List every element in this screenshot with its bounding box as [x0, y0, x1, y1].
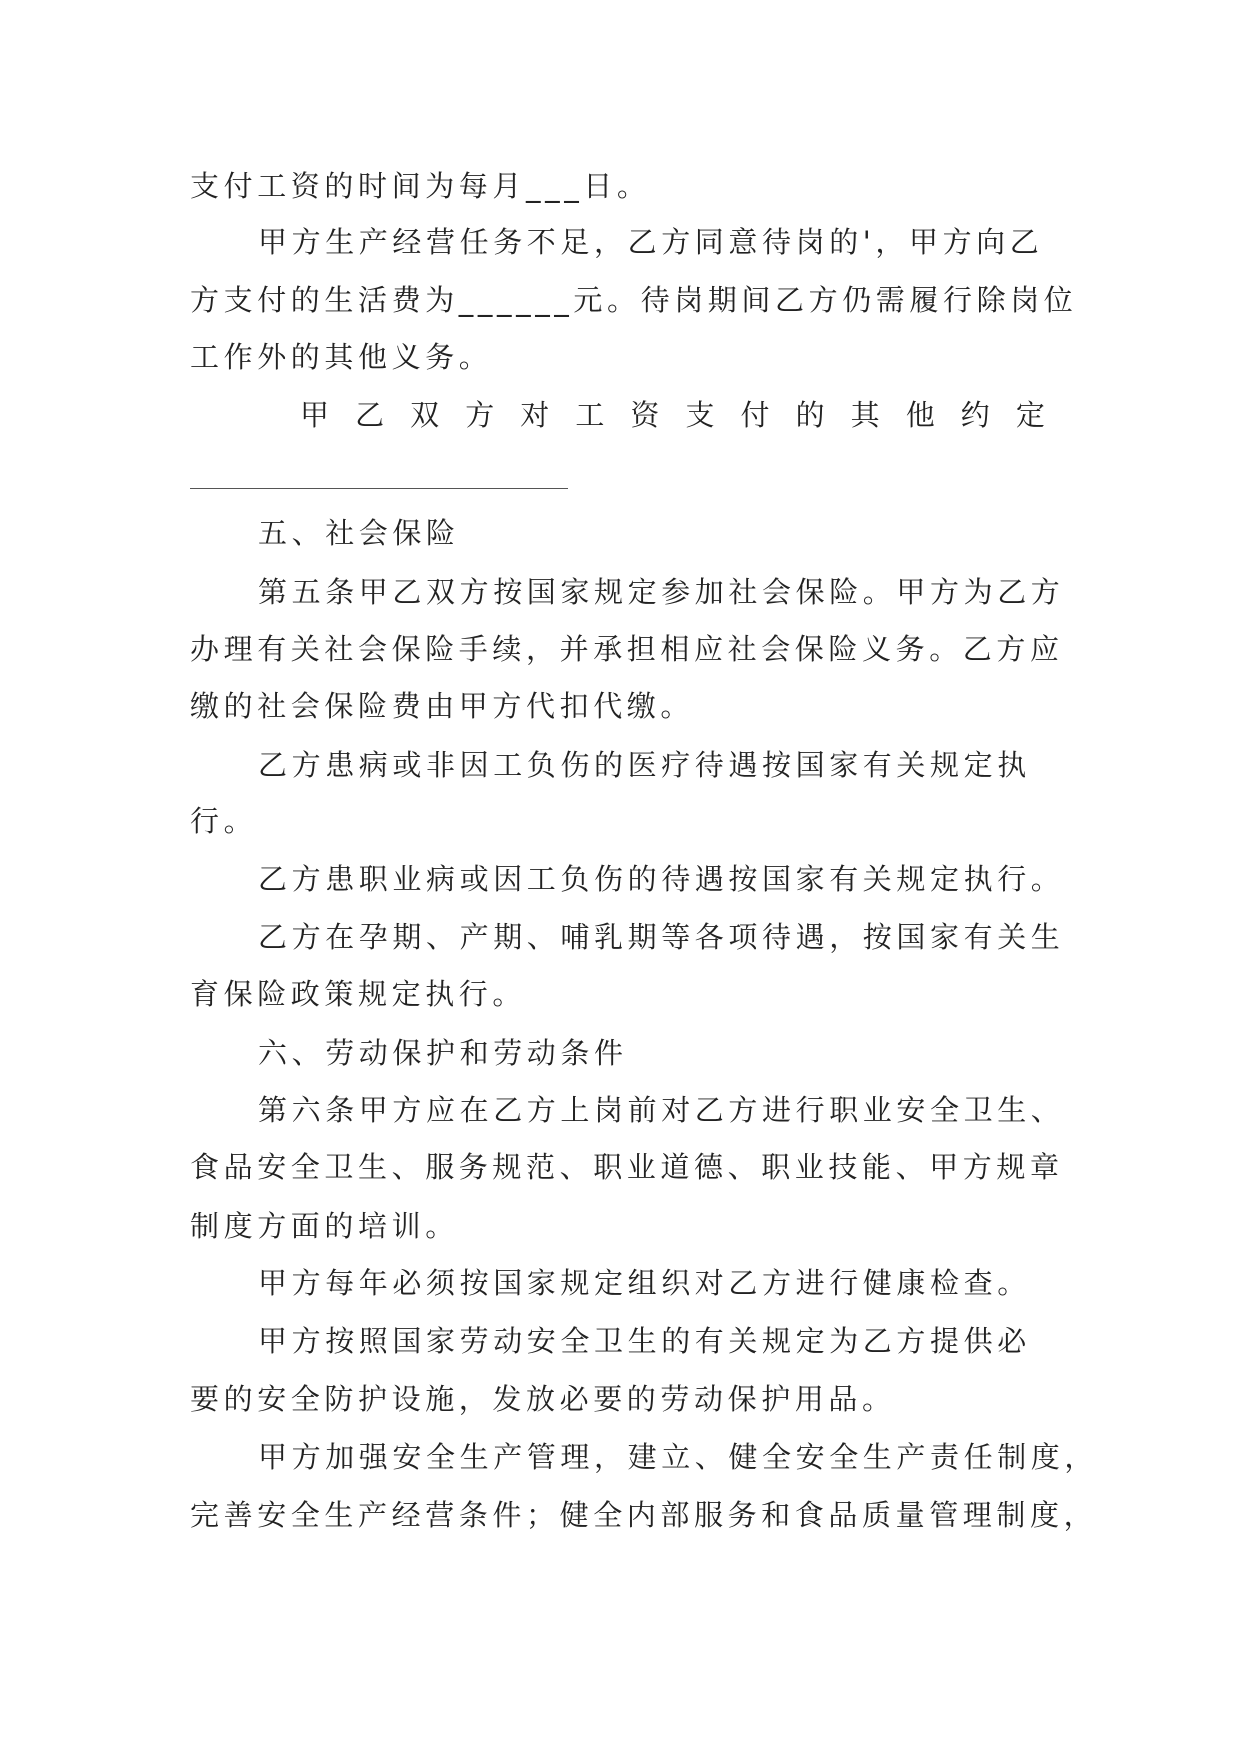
spread-char: 甲 — [300, 398, 330, 432]
spread-text-line — [300, 395, 1045, 435]
paragraph-line: 乙方患病或非因工负伤的医疗待遇按国家有关规定执 — [258, 748, 1031, 782]
paragraph-line: 办理有关社会保险手续，并承担相应社会保险义务。乙方应 — [190, 632, 1064, 666]
paragraph-line: 工作外的其他义务。 — [190, 340, 493, 374]
paragraph-line: 乙方患职业病或因工负伤的待遇按国家有关规定执行。 — [258, 862, 1065, 896]
spread-char: 乙 — [355, 398, 385, 432]
section-heading: 五、社会保险 — [258, 516, 460, 550]
paragraph-line: 育保险政策规定执行。 — [190, 977, 527, 1011]
spread-char: 的 — [795, 398, 825, 432]
paragraph-line: 第六条甲方应在乙方上岗前对乙方进行职业安全卫生、 — [258, 1093, 1065, 1127]
section-heading: 六、劳动保护和劳动条件 — [258, 1036, 628, 1070]
spread-char: 定 — [1015, 398, 1045, 432]
fill-in-blank-rule — [190, 488, 568, 489]
paragraph-line: 支付工资的时间为每月___日。 — [190, 169, 651, 203]
paragraph-line: 要的安全防护设施，发放必要的劳动保护用品。 — [190, 1382, 896, 1416]
paragraph-line: 第五条甲乙双方按国家规定参加社会保险。甲方为乙方 — [258, 575, 1065, 609]
spread-char: 约 — [960, 398, 990, 432]
paragraph-line: 制度方面的培训。 — [190, 1209, 459, 1243]
spread-char: 双 — [410, 398, 440, 432]
paragraph-line: 行。 — [190, 804, 258, 838]
paragraph-line: 缴的社会保险费由甲方代扣代缴。 — [190, 689, 695, 723]
spread-char: 付 — [740, 398, 770, 432]
paragraph-line: 食品安全卫生、服务规范、职业道德、职业技能、甲方规章 — [190, 1150, 1064, 1184]
paragraph-line: 完善安全生产经营条件；健全内部服务和食品质量管理制度， — [190, 1498, 1098, 1532]
paragraph-line: 甲方按照国家劳动安全卫生的有关规定为乙方提供必 — [258, 1324, 1031, 1358]
paragraph-line: 甲方生产经营任务不足，乙方同意待岗的'，甲方向乙 — [258, 225, 1044, 259]
spread-char: 对 — [520, 398, 550, 432]
spread-char: 资 — [630, 398, 660, 432]
paragraph-line: 甲方加强安全生产管理，建立、健全安全生产责任制度， — [258, 1440, 1099, 1474]
paragraph-line: 方支付的生活费为______元。待岗期间乙方仍需履行除岗位 — [190, 283, 1078, 317]
spread-char: 其 — [850, 398, 880, 432]
paragraph-line: 甲方每年必须按国家规定组织对乙方进行健康检查。 — [258, 1266, 1031, 1300]
paragraph-line: 乙方在孕期、产期、哺乳期等各项待遇，按国家有关生 — [258, 920, 1065, 954]
spread-char: 工 — [575, 398, 605, 432]
spread-char: 他 — [905, 398, 935, 432]
spread-char: 支 — [685, 398, 715, 432]
spread-char: 方 — [465, 398, 495, 432]
